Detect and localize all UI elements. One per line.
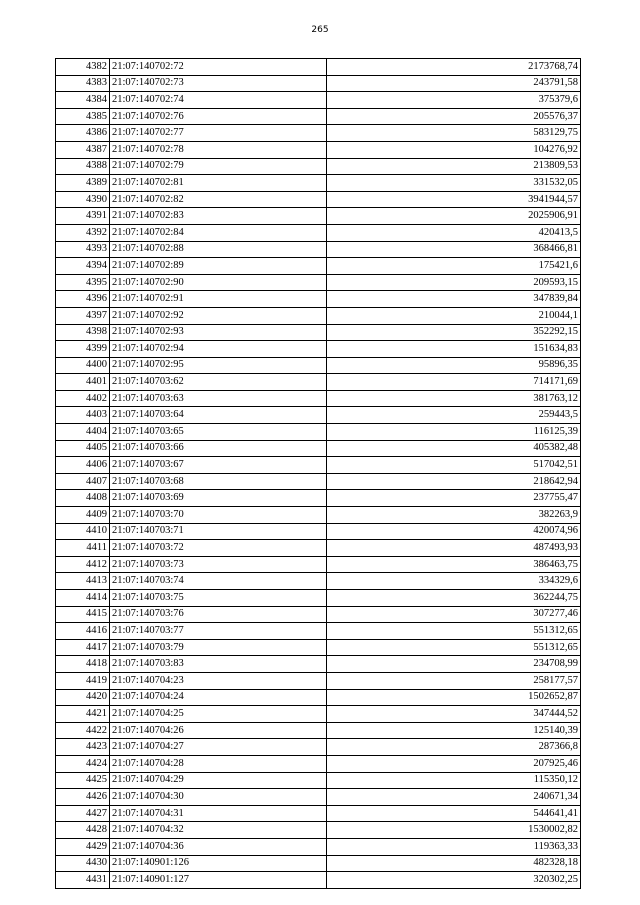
- cadastral-number-cell: 21:07:140704:23: [110, 672, 327, 689]
- cadastral-number-cell: 21:07:140703:66: [110, 440, 327, 457]
- row-number-cell: 4421: [56, 706, 110, 723]
- row-number-cell: 4397: [56, 307, 110, 324]
- table-row: [56, 507, 581, 524]
- cadastral-value-cell: 116125,39: [327, 424, 581, 441]
- cadastral-value-cell: 237755,47: [327, 490, 581, 507]
- row-number-cell: 4382: [56, 59, 110, 76]
- table-body: [56, 59, 581, 889]
- cadastral-value-cell: 125140,39: [327, 722, 581, 739]
- cadastral-number-cell: 21:07:140702:77: [110, 125, 327, 142]
- row-number-cell: 4385: [56, 108, 110, 125]
- cadastral-number-cell: 21:07:140703:83: [110, 656, 327, 673]
- cadastral-number-cell: 21:07:140702:92: [110, 307, 327, 324]
- row-number-cell: 4414: [56, 590, 110, 607]
- cadastral-value-cell: 2173768,74: [327, 59, 581, 76]
- row-number-cell: 4400: [56, 357, 110, 374]
- cadastral-number-cell: 21:07:140702:91: [110, 291, 327, 308]
- cadastral-number-cell: 21:07:140702:82: [110, 191, 327, 208]
- cadastral-number-cell: 21:07:140703:65: [110, 424, 327, 441]
- table-row: [56, 789, 581, 806]
- table-row: [56, 407, 581, 424]
- cadastral-value-cell: 115350,12: [327, 772, 581, 789]
- cadastral-value-cell: 551312,65: [327, 623, 581, 640]
- cadastral-number-cell: 21:07:140704:30: [110, 789, 327, 806]
- page-number: 265: [311, 25, 329, 35]
- cadastral-value-cell: 375379,6: [327, 92, 581, 109]
- table-row: [56, 689, 581, 706]
- row-number-cell: 4409: [56, 507, 110, 524]
- table-row: [56, 141, 581, 158]
- cadastral-number-cell: 21:07:140704:31: [110, 805, 327, 822]
- row-number-cell: 4417: [56, 639, 110, 656]
- row-number-cell: 4392: [56, 224, 110, 241]
- table-row: [56, 125, 581, 142]
- cadastral-number-cell: 21:07:140702:83: [110, 208, 327, 225]
- cadastral-number-cell: 21:07:140702:78: [110, 141, 327, 158]
- row-number-cell: 4399: [56, 341, 110, 358]
- cadastral-number-cell: 21:07:140703:62: [110, 374, 327, 391]
- row-number-cell: 4415: [56, 606, 110, 623]
- table-row: [56, 341, 581, 358]
- table-row: [56, 158, 581, 175]
- cadastral-value-cell: 175421,6: [327, 258, 581, 275]
- cadastral-value-cell: 320302,25: [327, 872, 581, 889]
- cadastral-value-cell: 551312,65: [327, 639, 581, 656]
- table-row: [56, 224, 581, 241]
- cadastral-value-cell: 218642,94: [327, 473, 581, 490]
- row-number-cell: 4394: [56, 258, 110, 275]
- table-row: [56, 175, 581, 192]
- table-row: [56, 92, 581, 109]
- cadastral-number-cell: 21:07:140703:71: [110, 523, 327, 540]
- cadastral-number-cell: 21:07:140703:67: [110, 457, 327, 474]
- table-row: [56, 590, 581, 607]
- row-number-cell: 4408: [56, 490, 110, 507]
- table-row: [56, 556, 581, 573]
- row-number-cell: 4428: [56, 822, 110, 839]
- cadastral-value-cell: 234708,99: [327, 656, 581, 673]
- cadastral-value-cell: 213809,53: [327, 158, 581, 175]
- cadastral-value-cell: 583129,75: [327, 125, 581, 142]
- cadastral-number-cell: 21:07:140703:79: [110, 639, 327, 656]
- row-number-cell: 4407: [56, 473, 110, 490]
- table-row: [56, 490, 581, 507]
- row-number-cell: 4383: [56, 75, 110, 92]
- table-row: [56, 424, 581, 441]
- row-number-cell: 4402: [56, 390, 110, 407]
- table-row: [56, 656, 581, 673]
- cadastral-number-cell: 21:07:140704:32: [110, 822, 327, 839]
- table-row: [56, 457, 581, 474]
- cadastral-number-cell: 21:07:140702:76: [110, 108, 327, 125]
- table-row: [56, 324, 581, 341]
- cadastral-value-cell: 2025906,91: [327, 208, 581, 225]
- table-row: [56, 639, 581, 656]
- cadastral-number-cell: 21:07:140702:93: [110, 324, 327, 341]
- table-row: [56, 274, 581, 291]
- row-number-cell: 4429: [56, 838, 110, 855]
- cadastral-value-cell: 420413,5: [327, 224, 581, 241]
- row-number-cell: 4431: [56, 872, 110, 889]
- cadastral-number-cell: 21:07:140702:73: [110, 75, 327, 92]
- cadastral-number-cell: 21:07:140704:27: [110, 739, 327, 756]
- cadastral-value-cell: 104276,92: [327, 141, 581, 158]
- table-row: [56, 706, 581, 723]
- cadastral-number-cell: 21:07:140703:68: [110, 473, 327, 490]
- cadastral-value-cell: 119363,33: [327, 838, 581, 855]
- row-number-cell: 4422: [56, 722, 110, 739]
- cadastral-number-cell: 21:07:140702:95: [110, 357, 327, 374]
- cadastral-value-cell: 258177,57: [327, 672, 581, 689]
- cadastral-value-cell: 368466,81: [327, 241, 581, 258]
- row-number-cell: 4413: [56, 573, 110, 590]
- cadastral-value-cell: 544641,41: [327, 805, 581, 822]
- cadastral-value-cell: 3941944,57: [327, 191, 581, 208]
- cadastral-value-cell: 205576,37: [327, 108, 581, 125]
- cadastral-number-cell: 21:07:140704:29: [110, 772, 327, 789]
- cadastral-value-cell: 487493,93: [327, 540, 581, 557]
- table-row: [56, 606, 581, 623]
- cadastral-number-cell: 21:07:140702:84: [110, 224, 327, 241]
- table-row: [56, 838, 581, 855]
- cadastral-value-cell: 347444,52: [327, 706, 581, 723]
- cadastral-value-cell: 95896,35: [327, 357, 581, 374]
- row-number-cell: 4384: [56, 92, 110, 109]
- table-row: [56, 573, 581, 590]
- cadastral-number-cell: 21:07:140703:75: [110, 590, 327, 607]
- row-number-cell: 4411: [56, 540, 110, 557]
- cadastral-value-cell: 352292,15: [327, 324, 581, 341]
- cadastral-value-cell: 1530002,82: [327, 822, 581, 839]
- table-row: [56, 855, 581, 872]
- row-number-cell: 4391: [56, 208, 110, 225]
- cadastral-value-cell: 334329,6: [327, 573, 581, 590]
- cadastral-number-cell: 21:07:140703:76: [110, 606, 327, 623]
- row-number-cell: 4396: [56, 291, 110, 308]
- row-number-cell: 4386: [56, 125, 110, 142]
- row-number-cell: 4425: [56, 772, 110, 789]
- cadastral-number-cell: 21:07:140704:36: [110, 838, 327, 855]
- cadastral-value-cell: 243791,58: [327, 75, 581, 92]
- cadastral-number-cell: 21:07:140702:88: [110, 241, 327, 258]
- cadastral-value-cell: 210044,1: [327, 307, 581, 324]
- row-number-cell: 4389: [56, 175, 110, 192]
- cadastral-number-cell: 21:07:140901:126: [110, 855, 327, 872]
- row-number-cell: 4404: [56, 424, 110, 441]
- row-number-cell: 4418: [56, 656, 110, 673]
- cadastral-number-cell: 21:07:140901:127: [110, 872, 327, 889]
- row-number-cell: 4416: [56, 623, 110, 640]
- cadastral-value-cell: 151634,83: [327, 341, 581, 358]
- table-row: [56, 390, 581, 407]
- cadastral-value-cell: 381763,12: [327, 390, 581, 407]
- table-row: [56, 291, 581, 308]
- row-number-cell: 4387: [56, 141, 110, 158]
- table-row: [56, 722, 581, 739]
- cadastral-value-cell: 362244,75: [327, 590, 581, 607]
- cadastral-value-table: [55, 58, 581, 889]
- cadastral-value-cell: 259443,5: [327, 407, 581, 424]
- cadastral-number-cell: 21:07:140704:28: [110, 755, 327, 772]
- table-row: [56, 739, 581, 756]
- cadastral-number-cell: 21:07:140703:69: [110, 490, 327, 507]
- table-row: [56, 473, 581, 490]
- cadastral-number-cell: 21:07:140704:24: [110, 689, 327, 706]
- table-row: [56, 440, 581, 457]
- table-row: [56, 772, 581, 789]
- cadastral-value-cell: 420074,96: [327, 523, 581, 540]
- row-number-cell: 4427: [56, 805, 110, 822]
- row-number-cell: 4405: [56, 440, 110, 457]
- table-row: [56, 75, 581, 92]
- cadastral-value-cell: 382263,9: [327, 507, 581, 524]
- table-row: [56, 191, 581, 208]
- cadastral-number-cell: 21:07:140704:26: [110, 722, 327, 739]
- table-row: [56, 822, 581, 839]
- cadastral-value-cell: 714171,69: [327, 374, 581, 391]
- cadastral-value-cell: 240671,34: [327, 789, 581, 806]
- cadastral-value-cell: 517042,51: [327, 457, 581, 474]
- cadastral-number-cell: 21:07:140702:81: [110, 175, 327, 192]
- table-row: [56, 59, 581, 76]
- cadastral-number-cell: 21:07:140703:64: [110, 407, 327, 424]
- cadastral-number-cell: 21:07:140703:72: [110, 540, 327, 557]
- table-row: [56, 258, 581, 275]
- row-number-cell: 4406: [56, 457, 110, 474]
- row-number-cell: 4424: [56, 755, 110, 772]
- row-number-cell: 4420: [56, 689, 110, 706]
- row-number-cell: 4423: [56, 739, 110, 756]
- cadastral-number-cell: 21:07:140702:72: [110, 59, 327, 76]
- row-number-cell: 4426: [56, 789, 110, 806]
- cadastral-value-cell: 207925,46: [327, 755, 581, 772]
- table-row: [56, 374, 581, 391]
- table-row: [56, 108, 581, 125]
- table-row: [56, 208, 581, 225]
- row-number-cell: 4419: [56, 672, 110, 689]
- cadastral-value-cell: 307277,46: [327, 606, 581, 623]
- cadastral-number-cell: 21:07:140703:77: [110, 623, 327, 640]
- row-number-cell: 4390: [56, 191, 110, 208]
- cadastral-number-cell: 21:07:140704:25: [110, 706, 327, 723]
- cadastral-number-cell: 21:07:140702:74: [110, 92, 327, 109]
- row-number-cell: 4395: [56, 274, 110, 291]
- cadastral-value-cell: 209593,15: [327, 274, 581, 291]
- row-number-cell: 4393: [56, 241, 110, 258]
- cadastral-value-cell: 287366,8: [327, 739, 581, 756]
- cadastral-value-cell: 1502652,87: [327, 689, 581, 706]
- table-row: [56, 872, 581, 889]
- cadastral-number-cell: 21:07:140703:63: [110, 390, 327, 407]
- cadastral-value-cell: 386463,75: [327, 556, 581, 573]
- cadastral-value-cell: 347839,84: [327, 291, 581, 308]
- cadastral-number-cell: 21:07:140703:74: [110, 573, 327, 590]
- table-row: [56, 805, 581, 822]
- cadastral-value-cell: 482328,18: [327, 855, 581, 872]
- cadastral-number-cell: 21:07:140702:79: [110, 158, 327, 175]
- table-row: [56, 307, 581, 324]
- row-number-cell: 4398: [56, 324, 110, 341]
- cadastral-number-cell: 21:07:140702:90: [110, 274, 327, 291]
- table-row: [56, 540, 581, 557]
- cadastral-number-cell: 21:07:140702:94: [110, 341, 327, 358]
- row-number-cell: 4388: [56, 158, 110, 175]
- cadastral-number-cell: 21:07:140703:73: [110, 556, 327, 573]
- row-number-cell: 4403: [56, 407, 110, 424]
- table-row: [56, 241, 581, 258]
- row-number-cell: 4410: [56, 523, 110, 540]
- table-row: [56, 523, 581, 540]
- row-number-cell: 4412: [56, 556, 110, 573]
- cadastral-value-cell: 331532,05: [327, 175, 581, 192]
- cadastral-value-cell: 405382,48: [327, 440, 581, 457]
- row-number-cell: 4401: [56, 374, 110, 391]
- table-row: [56, 672, 581, 689]
- cadastral-number-cell: 21:07:140703:70: [110, 507, 327, 524]
- table-row: [56, 755, 581, 772]
- cadastral-number-cell: 21:07:140702:89: [110, 258, 327, 275]
- table-row: [56, 623, 581, 640]
- table-row: [56, 357, 581, 374]
- row-number-cell: 4430: [56, 855, 110, 872]
